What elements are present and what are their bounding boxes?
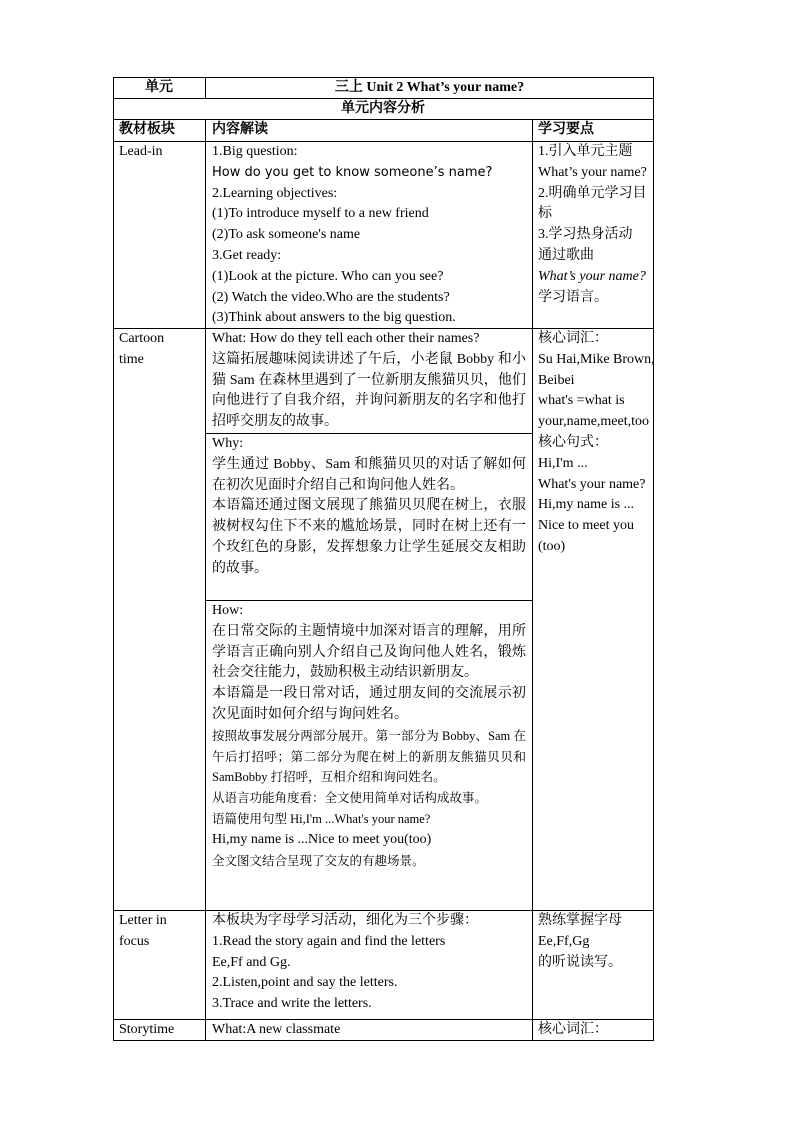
cartoon-point: what's =what is [538,393,625,409]
cartoon-what-heading: What: How do they tell each other their names? [212,331,480,346]
cartoon-what-body: 这篇拓展趣味阅读讲述了午后，小老鼠 Bobby 和小猫 Sam 在森林里遇到了一位新朋友熊猫贝贝，他们向他进行了自我介绍，并询问新朋友的名字和他打招呼交朋友的故事。 [212,351,526,430]
cartoon-why-heading: Why: [212,436,244,451]
cartoon-point: your,name,meet,too [538,414,650,430]
col-border [205,119,206,1041]
leadin-line: 2.Learning objectives: [212,185,338,201]
leadin-line: (1)Look at the picture. Who can you see? [212,268,444,284]
letter-block [119,911,203,953]
cartoon-point: 核心词汇： [538,331,608,346]
leadin-line: (2)To ask someone's name [212,227,361,243]
leadin-line: 1.Big question: [212,144,298,159]
leadin-point: 标 [538,206,552,222]
col-border [532,119,533,1041]
leadin-line: (1)To introduce myself to a new friend [212,206,429,222]
leadin-line: 3.Get ready: [212,247,282,263]
leadin-point: What’s your name? [538,164,647,180]
cartoon-how-body: 从语言功能角度看：全文使用简单对话构成故事。 [212,791,488,806]
leadin-point: 学习语言。 [538,289,608,305]
cartoon-how-body: 在日常交际的主题情境中加深对语言的理解，用所学语言正确向别人介绍自己及询问他人姓名，锻炼社会交往能力，鼓励积极主动结识新朋友。 [212,623,526,681]
cartoon-point: Hi,my name is ... [538,497,635,513]
letter-point: 的听说读写。 [538,954,622,970]
letter-block-line: Letter in [119,913,167,928]
col-header-content: 内容解读 [212,122,268,137]
leadin-line: How do you get to know someone’s name? [212,164,493,180]
letter-point: Ee,Ff,Gg [538,933,590,949]
leadin-line: (3)Think about answers to the big question. [212,310,456,326]
letter-line: 3.Trace and write the letters. [212,996,372,1012]
letter-content [212,911,530,1015]
cartoon-what [212,329,526,433]
unit-analysis-table [113,77,654,1041]
cartoon-how-body: 语篇使用句型 Hi,I'm ...What's your name? [212,811,431,826]
leadin-point: 1.引入单元主题 [538,144,633,159]
col-header-points: 学习要点 [538,122,594,137]
col-header-block: 教材板块 [119,122,175,137]
leadin-point: 2.明确单元学习目 [538,185,647,201]
letter-line: 1.Read the story again and find the letters [212,933,446,949]
col-border [653,77,654,1041]
cartoon-how-body: Hi,my name is ...Nice to meet you(too) [212,831,432,847]
story-content: What:A new classmate [212,1022,341,1037]
cartoon-point: What's your name? [538,476,646,492]
letter-points [538,911,651,973]
letter-point: 熟练掌握字母 [538,913,622,928]
cartoon-points [538,329,655,558]
col-border [113,77,114,1041]
cartoon-why [212,434,526,580]
cartoon-how-heading: How: [212,603,244,618]
cartoon-point: Beibei [538,372,575,388]
unit-label: 单元 [145,80,173,95]
letter-line: 本板块为字母学习活动，细化为三个步骤： [212,913,478,928]
cartoon-why-body: 学生通过 Bobby、Sam 和熊猫贝贝的对话了解如何在初次见面时介绍自己和询问他人姓名。 [212,456,526,493]
cartoon-point: 核心句式： [538,434,608,450]
leadin-point: 3.学习热身活动 [538,227,633,243]
cartoon-block-line: time [119,351,144,367]
analysis-title: 单元内容分析 [341,101,425,116]
leadin-block: Lead-in [119,144,163,159]
cartoon-point: Nice to meet you [538,518,635,534]
story-block: Storytime [119,1022,175,1037]
cartoon-why-body: 本语篇还通过图文展现了熊猫贝贝爬在树上，衣服被树杈勾住下不来的尴尬场景，同时在树上还有一个玫红色的身影，发挥想象力让学生延展交友相助的故事。 [212,498,526,576]
cartoon-how-body: 全文图文结合呈现了交友的有趣场景。 [212,853,425,868]
cartoon-point: Su Hai,Mike Brown, [538,351,655,367]
leadin-line: (2) Watch the video.Who are the students? [212,289,450,305]
leadin-content [212,142,530,329]
unit-title: 三上 Unit 2 What’s your name? [334,80,525,95]
leadin-point: What’s your name? [538,268,646,284]
leadin-point: 通过歌曲 [538,247,594,263]
leadin-points [538,142,651,308]
letter-line: 2.Listen,point and say the letters. [212,975,398,991]
letter-block-line: focus [119,933,150,949]
cartoon-how-body: 本语篇是一段日常对话，通过朋友间的交流展示初次见面时如何介绍与询问姓名。 [212,686,526,722]
cartoon-point: Hi,I'm ... [538,455,588,471]
cartoon-how [212,601,526,871]
cartoon-block-line: Cartoon [119,331,165,346]
cartoon-how-body: 按照故事发展分两部分展开。第一部分为 Bobby、Sam 在午后打招呼；第二部分为爬在树上的新朋友熊猫贝贝和 SamBobby 打招呼，互相介绍和询问姓名。 [212,728,526,785]
story-points: 核心词汇： [538,1022,608,1037]
cartoon-block [119,329,203,371]
cartoon-point: (too) [538,538,566,554]
letter-line: Ee,Ff and Gg. [212,954,291,970]
